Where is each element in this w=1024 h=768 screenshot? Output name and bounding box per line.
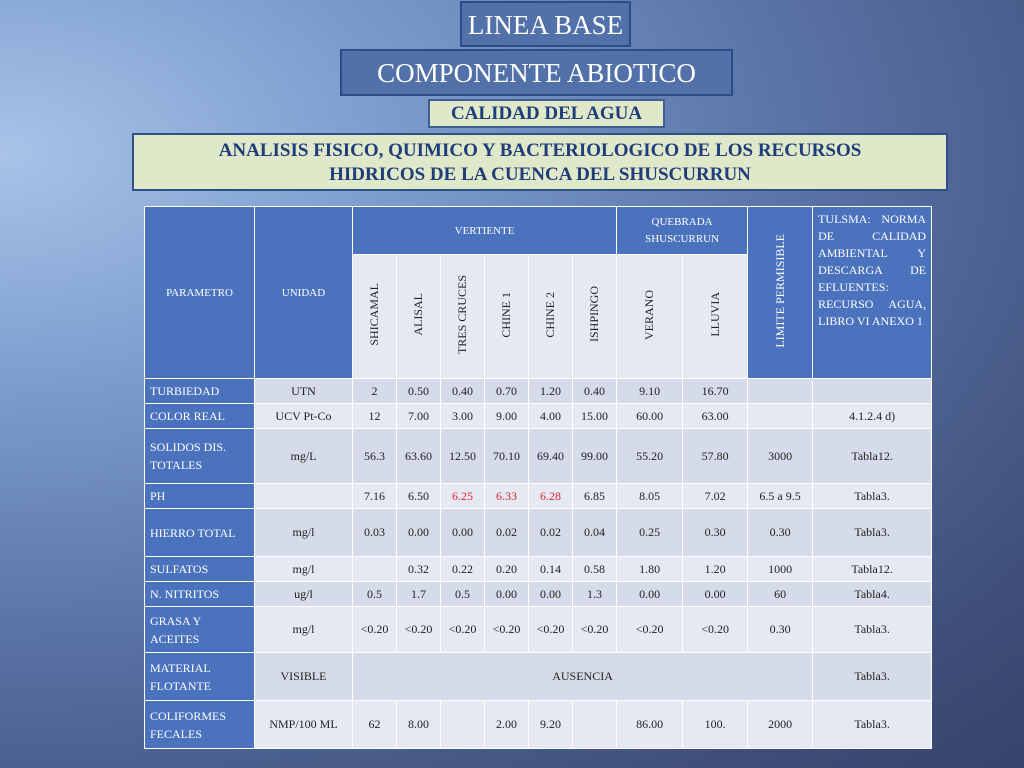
value-cell: 6.25 [441, 484, 485, 509]
norm-cell: 4.1.2.4 d) [813, 404, 932, 429]
header-parametro: PARAMETRO [145, 207, 255, 379]
limit-cell: 0.30 [748, 607, 813, 653]
value-cell: <0.20 [617, 607, 683, 653]
value-cell: 60.00 [617, 404, 683, 429]
norm-cell: Tabla3. [813, 509, 932, 557]
value-cell: 0.22 [441, 557, 485, 582]
merged-value-cell: AUSENCIA [353, 653, 813, 701]
value-cell: <0.20 [485, 607, 529, 653]
limit-cell: 3000 [748, 429, 813, 484]
value-cell: 0.5 [441, 582, 485, 607]
value-cell: 0.20 [485, 557, 529, 582]
parameter-cell: TURBIEDAD [145, 379, 255, 404]
table-row [145, 509, 932, 557]
header-site-label: SHICAMAL [367, 283, 381, 346]
header-site-label: ALISAL [411, 293, 425, 336]
value-cell: 0.04 [573, 509, 617, 557]
norm-cell: Tabla3. [813, 701, 932, 749]
header-tulsma: TULSMA: NORMA DE CALIDAD AMBIENTAL Y DESCARGA DE EFLUENTES: RECURSO AGUA, LIBRO VI ANEXO 1 [813, 207, 932, 379]
limit-cell: 6.5 a 9.5 [748, 484, 813, 509]
value-cell: 1.20 [529, 379, 573, 404]
value-cell: 8.00 [397, 701, 441, 749]
header-site-label: CHINE 2 [543, 291, 557, 338]
value-cell: <0.20 [683, 607, 748, 653]
table-row [145, 701, 932, 749]
value-cell [573, 701, 617, 749]
value-cell: 4.00 [529, 404, 573, 429]
unit-cell: ug/l [255, 582, 353, 607]
parameter-cell: COLOR REAL [145, 404, 255, 429]
value-cell: 56.3 [353, 429, 397, 484]
value-cell: 0.14 [529, 557, 573, 582]
limit-cell [748, 404, 813, 429]
unit-cell: NMP/100 ML [255, 701, 353, 749]
header-alisal [397, 255, 441, 379]
value-cell: 6.50 [397, 484, 441, 509]
value-cell: 0.50 [397, 379, 441, 404]
slide-subtitle: COMPONENTE ABIOTICO [340, 49, 733, 96]
parameter-cell: HIERRO TOTAL [145, 509, 255, 557]
unit-cell: mg/l [255, 557, 353, 582]
value-cell: 0.00 [485, 582, 529, 607]
value-cell: 99.00 [573, 429, 617, 484]
header-vertiente: VERTIENTE [353, 207, 617, 255]
value-cell: 0.25 [617, 509, 683, 557]
value-cell: 86.00 [617, 701, 683, 749]
value-cell: 0.00 [441, 509, 485, 557]
value-cell: <0.20 [573, 607, 617, 653]
value-cell: 0.40 [573, 379, 617, 404]
value-cell: 100. [683, 701, 748, 749]
value-cell: 0.00 [397, 509, 441, 557]
header-tres-cruces [441, 255, 485, 379]
value-cell: 62 [353, 701, 397, 749]
water-quality-table [144, 206, 932, 749]
header-quebrada: QUEBRADA SHUSCURRUN [617, 207, 748, 255]
parameter-cell: SULFATOS [145, 557, 255, 582]
table-row [145, 582, 932, 607]
value-cell: 0.5 [353, 582, 397, 607]
value-cell: 0.30 [683, 509, 748, 557]
value-cell: 0.40 [441, 379, 485, 404]
header-chine-2 [529, 255, 573, 379]
value-cell: 7.00 [397, 404, 441, 429]
header-chine-1 [485, 255, 529, 379]
header-site-label: TRES CRUCES [455, 274, 469, 355]
value-cell: 7.02 [683, 484, 748, 509]
header-limite-label: LIMITE PERMISIBLE [772, 234, 787, 348]
unit-cell: mg/l [255, 607, 353, 653]
value-cell: 57.80 [683, 429, 748, 484]
value-cell: 9.10 [617, 379, 683, 404]
unit-cell: mg/l [255, 509, 353, 557]
norm-cell: Tabla3. [813, 653, 932, 701]
value-cell: 0.00 [617, 582, 683, 607]
value-cell: <0.20 [441, 607, 485, 653]
header-limite-permisible [748, 207, 813, 379]
analysis-description [132, 133, 948, 191]
value-cell: 0.02 [485, 509, 529, 557]
parameter-cell: MATERIAL FLOTANTE [145, 653, 255, 701]
parameter-cell: GRASA Y ACEITES [145, 607, 255, 653]
value-cell: 1.20 [683, 557, 748, 582]
parameter-cell: COLIFORMES FECALES [145, 701, 255, 749]
header-site-label: CHINE 1 [499, 291, 513, 338]
table-row [145, 484, 932, 509]
value-cell: 1.7 [397, 582, 441, 607]
header-site-label: VERANO [642, 289, 657, 340]
description-line-2: HIDRICOS DE LA CUENCA DEL SHUSCURRUN [329, 164, 751, 185]
value-cell: 63.00 [683, 404, 748, 429]
norm-cell [813, 379, 932, 404]
table-row [145, 607, 932, 653]
norm-cell: Tabla12. [813, 557, 932, 582]
value-cell [441, 701, 485, 749]
limit-cell: 1000 [748, 557, 813, 582]
unit-cell: UCV Pt-Co [255, 404, 353, 429]
value-cell: 6.85 [573, 484, 617, 509]
value-cell: 9.20 [529, 701, 573, 749]
value-cell: 3.00 [441, 404, 485, 429]
norm-cell: Tabla3. [813, 484, 932, 509]
limit-cell: 2000 [748, 701, 813, 749]
limit-cell [748, 379, 813, 404]
norm-cell: Tabla3. [813, 607, 932, 653]
header-site-label: ISHPINGO [587, 286, 602, 343]
unit-cell: mg/L [255, 429, 353, 484]
value-cell: <0.20 [529, 607, 573, 653]
slide-title: LINEA BASE [460, 1, 631, 47]
value-cell: 0.70 [485, 379, 529, 404]
value-cell: <0.20 [397, 607, 441, 653]
value-cell: 7.16 [353, 484, 397, 509]
value-cell: 15.00 [573, 404, 617, 429]
limit-cell: 60 [748, 582, 813, 607]
value-cell: 63.60 [397, 429, 441, 484]
value-cell: 8.05 [617, 484, 683, 509]
value-cell: 0.03 [353, 509, 397, 557]
table-row [145, 379, 932, 404]
table-row [145, 653, 932, 701]
parameter-cell: N. NITRITOS [145, 582, 255, 607]
value-cell [353, 557, 397, 582]
value-cell: 70.10 [485, 429, 529, 484]
value-cell: 16.70 [683, 379, 748, 404]
value-cell: 0.02 [529, 509, 573, 557]
value-cell: 2 [353, 379, 397, 404]
description-line-1: ANALISIS FISICO, QUIMICO Y BACTERIOLOGICO DE LOS RECURSOS [218, 140, 862, 161]
value-cell: 1.3 [573, 582, 617, 607]
value-cell: 6.33 [485, 484, 529, 509]
header-lluvia [683, 255, 748, 379]
table-row [145, 404, 932, 429]
parameter-cell: SOLIDOS DIS. TOTALES [145, 429, 255, 484]
value-cell: <0.20 [353, 607, 397, 653]
value-cell: 12 [353, 404, 397, 429]
table-row [145, 557, 932, 582]
value-cell: 0.58 [573, 557, 617, 582]
value-cell: 69.40 [529, 429, 573, 484]
header-ishpingo [573, 255, 617, 379]
norm-cell: Tabla12. [813, 429, 932, 484]
value-cell: 0.00 [683, 582, 748, 607]
header-verano [617, 255, 683, 379]
value-cell: 0.00 [529, 582, 573, 607]
unit-cell: UTN [255, 379, 353, 404]
unit-cell [255, 484, 353, 509]
norm-cell: Tabla4. [813, 582, 932, 607]
value-cell: 1.80 [617, 557, 683, 582]
limit-cell: 0.30 [748, 509, 813, 557]
unit-cell: VISIBLE [255, 653, 353, 701]
header-shicamal [353, 255, 397, 379]
value-cell: 2.00 [485, 701, 529, 749]
value-cell: 0.32 [397, 557, 441, 582]
header-unidad: UNIDAD [255, 207, 353, 379]
value-cell: 9.00 [485, 404, 529, 429]
parameter-cell: PH [145, 484, 255, 509]
value-cell: 6.28 [529, 484, 573, 509]
table-row [145, 429, 932, 484]
value-cell: 55.20 [617, 429, 683, 484]
section-label: CALIDAD DEL AGUA [428, 99, 665, 128]
value-cell: 12.50 [441, 429, 485, 484]
header-site-label: LLUVIA [707, 292, 722, 337]
